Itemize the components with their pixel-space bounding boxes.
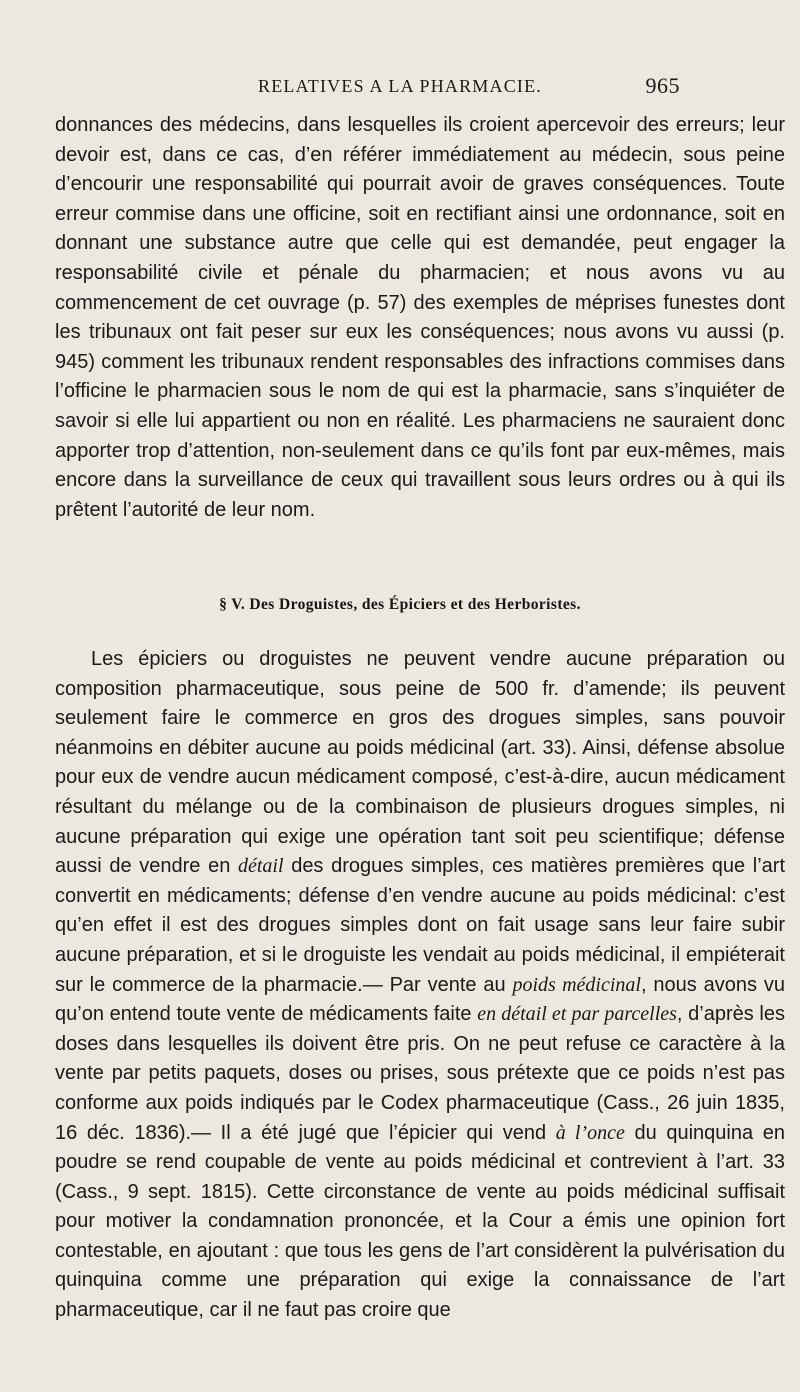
paragraph-text: donnances des médecins, dans lesquelles ils croient apercevoir des erreurs; leur devoir est, dans ce cas, d’en référer immédiatement au médecin, sous peine d’encourir une responsabilité qui pourrait avoir de graves conséquences. Toute erreur commise dans une officine, soit en rectifiant ainsi une ordonnance, soit en donnant une substance autre que celle qui est demandée, peut engager la responsabilité civile et pénale du pharmacien; et nous avons vu au commencement de cet ouvrage (p. 57) des exemples de méprises funestes dont les tribunaux ont fait peser sur eux les conséquences; nous avons vu aussi (p. 945) comment les tribunaux rendent responsables des infractions commises dans l’officine le pharmacien sous le nom de qui est la pharmacie, sans s’inquiéter de savoir si elle lui appartient ou non en réalité. Les pharmaciens ne sauraient donc apporter trop d’attention, non-seulement dans ce qu’ils font par eux-mêmes, mais encore dans la surveillance de ceux qui travaillent sous leurs ordres ou à qui ils prêtent l’autorité de leur nom. xyxy=(55,114,785,521)
running-title: RELATIVES A LA PHARMACIE. xyxy=(257,76,543,96)
text-run: du quinquina en poudre se rend coupable de vente au poids médicinal et contrevient à l’art. 33 (Cass., 9 sept. 1815). Cette circonstance de vente au poids médicinal suffisait pour motiver la condamnation prononcée, et la Cour a émis une opinion fort contestable, en ajoutant : que tous les gens de l’art considèrent la pulvérisation du quinquina comme une préparation qui exige la connaissance de l’art pharmaceutique, car il ne faut pas croire que xyxy=(55,1121,785,1322)
paragraph-text xyxy=(55,645,785,1326)
italic-term: en détail et par parcelles xyxy=(477,1003,677,1026)
text-run: , nous avons vu qu’on entend toute vente de médicaments faite xyxy=(55,973,785,1026)
text-run: Les épiciers ou droguistes ne peuvent vendre aucune préparation ou composition pharmaceutique, sous peine de 500 fr. d’amende; ils peuvent seulement faire le commerce en gros des drogues simples, sans pouvoir néanmoins en débiter aucune au poids médicinal (art. 33). Ainsi, défense absolue pour eux de vendre aucun médicament composé, c’est-à-dire, aucun médicament résultant du mélange ou de la combinaison de plusieurs drogues simples, ni aucune préparation qui exige une opération tant soit peu scientifique; défense aussi de vendre en xyxy=(55,648,785,878)
paragraph-droguistes xyxy=(55,645,785,1326)
text-run: des drogues simples, ces matières premières que l’art convertit en médicaments; défense d’en vendre aucune au poids médicinal: c’est qu’en effet il est des drogues simples dont on fait usage sans leur faire subir aucune préparation, et si le droguiste les vendait au poids médicinal, il empiéterait sur le commerce de la pharmacie.— Par vente au xyxy=(55,855,786,996)
section-heading: § V. Des Droguistes, des Épiciers et des Herboristes. xyxy=(219,596,581,613)
italic-term: à l’once xyxy=(555,1121,625,1144)
page-number: 965 xyxy=(645,73,680,98)
italic-term: poids médicinal xyxy=(512,973,641,996)
paragraph-continued xyxy=(55,111,785,525)
text-run: , d’après les doses dans lesquelles ils doivent être pris. On ne peut refuse ce caractère à la vente par petits paquets, doses ou prises, sous prétexte que ce poids n’est pas conforme aux poids indiqués par le Codex pharmaceutique (Cass., 26 juin 1835, 16 déc. 1836).— Il a été jugé que l’épicier qui vend xyxy=(55,1003,785,1144)
running-head xyxy=(120,74,680,98)
italic-term: détail xyxy=(237,855,284,878)
